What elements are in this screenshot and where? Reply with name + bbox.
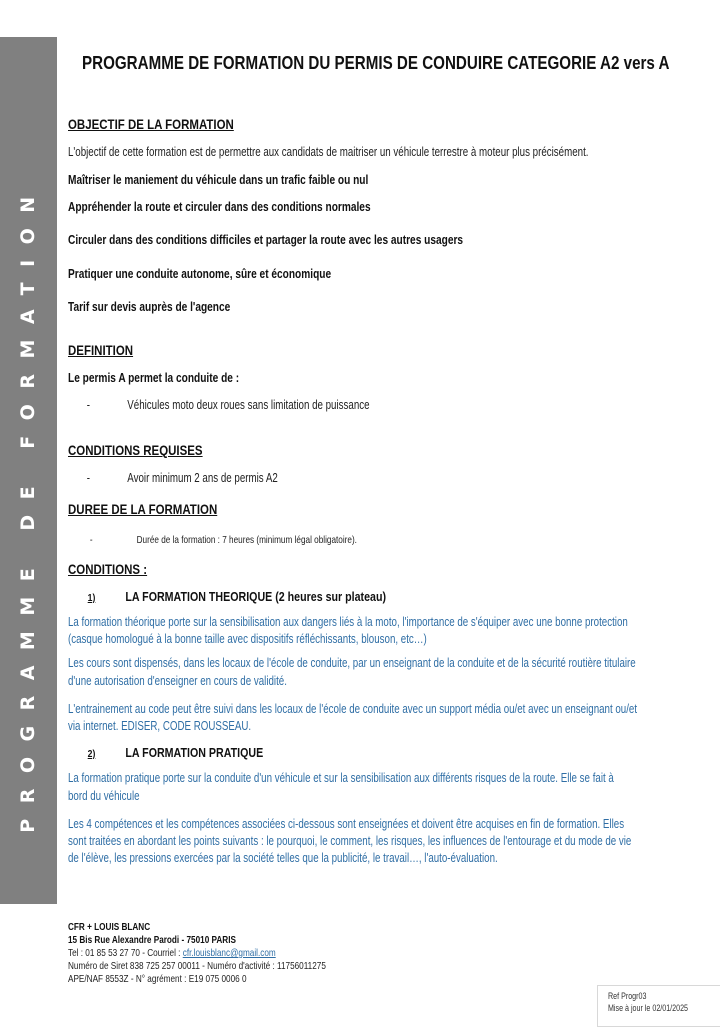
- objectif-item: Pratiquer une conduite autonome, sûre et économique: [68, 266, 332, 281]
- company-ape: APE/NAF 8553Z - N° agrément : E19 075 0006 0: [68, 973, 247, 985]
- section-pratique-title: 2) LA FORMATION PRATIQUE: [87, 745, 264, 760]
- objectif-heading: OBJECTIF DE LA FORMATION: [68, 116, 234, 132]
- sidebar-label: PROGRAMME DE FORMATION: [17, 181, 39, 833]
- company-address: 15 Bis Rue Alexandre Parodi - 75010 PARIS: [68, 934, 236, 946]
- pratique-text: de l'élève, les pressions exercées par la société telles que la publicité, le travail…, l'auto-évaluation.: [68, 851, 498, 865]
- theorique-text: d'une autorisation d'enseigner en cours de validité.: [68, 674, 287, 688]
- theorique-text: (casque homologué à la bonne taille avec dispositifs réfléchissants, blouson, etc…): [68, 632, 427, 646]
- objectif-item: Maîtriser le maniement du véhicule dans un trafic faible ou nul: [68, 172, 369, 187]
- company-phone: Tel : 01 85 53 27 70 - Courriel : cfr.louisblanc@gmail.com: [68, 947, 276, 959]
- theorique-text: via internet. EDISER, CODE ROUSSEAU.: [68, 719, 252, 733]
- objectif-item: Circuler dans des conditions difficiles et partager la route avec les autres usagers: [68, 232, 464, 247]
- reference-code: Ref Progr03: [608, 991, 647, 1002]
- sidebar-banner: [0, 37, 57, 904]
- conditions-requises-bullet: - Avoir minimum 2 ans de permis A2: [86, 471, 278, 485]
- reference-box: [597, 985, 720, 1027]
- definition-bullet: - Véhicules moto deux roues sans limitation de puissance: [86, 398, 370, 412]
- company-name: CFR + LOUIS BLANC: [68, 921, 151, 933]
- conditions-requises-heading: CONDITIONS REQUISES: [68, 442, 203, 458]
- duree-bullet: - Durée de la formation : 7 heures (minimum légal obligatoire).: [89, 534, 357, 546]
- pratique-text: sont traitées en abordant les points suivants : le pourquoi, le comment, les risques, les influences de l'entourage et du mode de vie: [68, 834, 632, 848]
- conditions-heading: CONDITIONS :: [68, 561, 148, 577]
- email-link[interactable]: cfr.louisblanc@gmail.com: [182, 947, 276, 959]
- section-theorique-title: 1) LA FORMATION THEORIQUE (2 heures sur plateau): [87, 589, 387, 604]
- theorique-text: Les cours sont dispensés, dans les locaux de l'école de conduite, par un enseignant de la conduite et de la sécurité routière titulaire: [68, 656, 636, 670]
- pratique-text: La formation pratique porte sur la conduite d'un véhicule et sur la sensibilisation aux différents risques de la route. Elle se fait à: [68, 771, 614, 785]
- objectif-intro: L'objectif de cette formation est de permettre aux candidats de maitriser un véhicule terrestre à moteur plus précisément.: [68, 145, 589, 159]
- duree-heading: DUREE DE LA FORMATION: [68, 501, 218, 517]
- theorique-text: L'entrainement au code peut être suivi dans les locaux de l'école de conduite avec un support média ou/et avec un enseignant ou/et: [68, 702, 638, 716]
- definition-heading: DEFINITION: [68, 342, 134, 358]
- page-title: PROGRAMME DE FORMATION DU PERMIS DE CONDUIRE CATEGORIE A2 vers A: [82, 52, 670, 73]
- pratique-text: bord du véhicule: [68, 789, 140, 803]
- pratique-text: Les 4 compétences et les compétences associées ci-dessous sont enseignées et doivent être acquises en fin de formation. Elles: [68, 817, 625, 831]
- objectif-item: Appréhender la route et circuler dans des conditions normales: [68, 199, 371, 214]
- company-siret: Numéro de Siret 838 725 257 00011 - Numéro d'activité : 11756011275: [68, 960, 326, 972]
- footer-contact: [68, 921, 399, 986]
- definition-lead: Le permis A permet la conduite de :: [68, 370, 240, 385]
- reference-updated: Mise à jour le 02/01/2025: [608, 1003, 689, 1014]
- theorique-text: La formation théorique porte sur la sensibilisation aux dangers liés à la moto, l'importance de s'équiper avec une bonne protection: [68, 615, 628, 629]
- objectif-item: Tarif sur devis auprès de l'agence: [68, 299, 231, 314]
